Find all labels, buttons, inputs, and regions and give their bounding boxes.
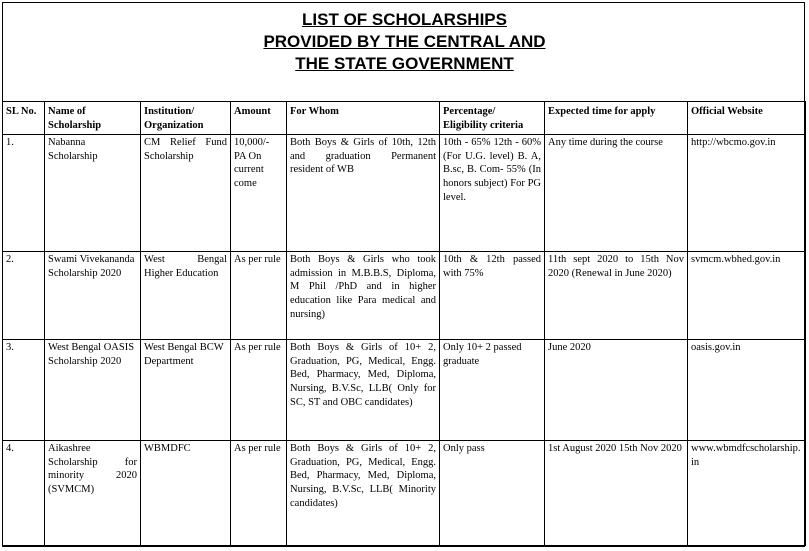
header-name: Name of Scholarship xyxy=(45,102,141,135)
cell-institution: CM Relief Fund Scholarship xyxy=(141,135,231,252)
cell-institution: West Bengal BCW Department xyxy=(141,340,231,441)
header-time: Expected time for apply xyxy=(545,102,688,135)
cell-website: svmcm.wbhed.gov.in xyxy=(688,252,806,340)
header-for-whom: For Whom xyxy=(287,102,440,135)
cell-eligibility: 10th - 65% 12th - 60% (For U.G. level) B. A, B.sc, B. Com- 55% (In honors subject) For PG level. xyxy=(440,135,545,252)
cell-for-whom: Both Boys & Girls who took admission in M.B.B.S, Diploma, M Phil /PhD and in higher education like Para medical and nursing) xyxy=(287,252,440,340)
cell-website: www.wbmdfcscholarship.in xyxy=(688,441,806,546)
cell-eligibility: Only pass xyxy=(440,441,545,546)
cell-amount: As per rule xyxy=(231,340,287,441)
cell-name: Nabanna Scholarship xyxy=(45,135,141,252)
cell-time: 11th sept 2020 to 15th Nov 2020 (Renewal in June 2020) xyxy=(545,252,688,340)
table-row xyxy=(3,135,806,252)
scholarship-table xyxy=(2,101,806,546)
cell-time: June 2020 xyxy=(545,340,688,441)
cell-time: Any time during the course xyxy=(545,135,688,252)
cell-sl: 2. xyxy=(3,252,45,340)
cell-for-whom: Both Boys & Girls of 10+ 2, Graduation, PG, Medical, Engg. Bed, Pharmacy, Med, Diploma, Nursing, B.V.Sc, LLB( Only for SC, ST and OBC candidates) xyxy=(287,340,440,441)
title-line-3: THE STATE GOVERNMENT xyxy=(295,54,514,73)
title-line-2: PROVIDED BY THE CENTRAL AND xyxy=(263,32,546,51)
cell-for-whom: Both Boys & Girls of 10th, 12th and graduation Permanent resident of WB xyxy=(287,135,440,252)
cell-website: http://wbcmo.gov.in xyxy=(688,135,806,252)
table-row xyxy=(3,252,806,340)
header-eligibility: Percentage/ Eligibility criteria xyxy=(440,102,545,135)
header-sl: SL No. xyxy=(3,102,45,135)
cell-for-whom: Both Boys & Girls of 10+ 2, Graduation, PG, Medical, Engg. Bed, Pharmacy, Med, Diploma, Nursing, B.V.Sc, LLB( Minority candidates) xyxy=(287,441,440,546)
cell-eligibility: 10th & 12th passed with 75% xyxy=(440,252,545,340)
cell-institution: West Bengal Higher Education xyxy=(141,252,231,340)
table-row xyxy=(3,340,806,441)
cell-sl: 4. xyxy=(3,441,45,546)
document-title xyxy=(3,9,806,75)
cell-name: Swami Vivekananda Scholarship 2020 xyxy=(45,252,141,340)
header-amount: Amount xyxy=(231,102,287,135)
cell-time: 1st August 2020 15th Nov 2020 xyxy=(545,441,688,546)
cell-sl: 3. xyxy=(3,340,45,441)
header-website: Official Website xyxy=(688,102,806,135)
header-institution: Institution/ Organization xyxy=(141,102,231,135)
title-line-1: LIST OF SCHOLARSHIPS xyxy=(302,10,507,29)
cell-eligibility: Only 10+ 2 passed graduate xyxy=(440,340,545,441)
cell-amount: 10,000/- PA On current come xyxy=(231,135,287,252)
table-header-row xyxy=(3,102,806,135)
cell-amount: As per rule xyxy=(231,252,287,340)
cell-name: West Bengal OASIS Scholarship 2020 xyxy=(45,340,141,441)
table-row xyxy=(3,441,806,546)
cell-institution: WBMDFC xyxy=(141,441,231,546)
cell-sl: 1. xyxy=(3,135,45,252)
cell-amount: As per rule xyxy=(231,441,287,546)
cell-website: oasis.gov.in xyxy=(688,340,806,441)
cell-name: Aikashree Scholarship for minority 2020 (SVMCM) xyxy=(45,441,141,546)
